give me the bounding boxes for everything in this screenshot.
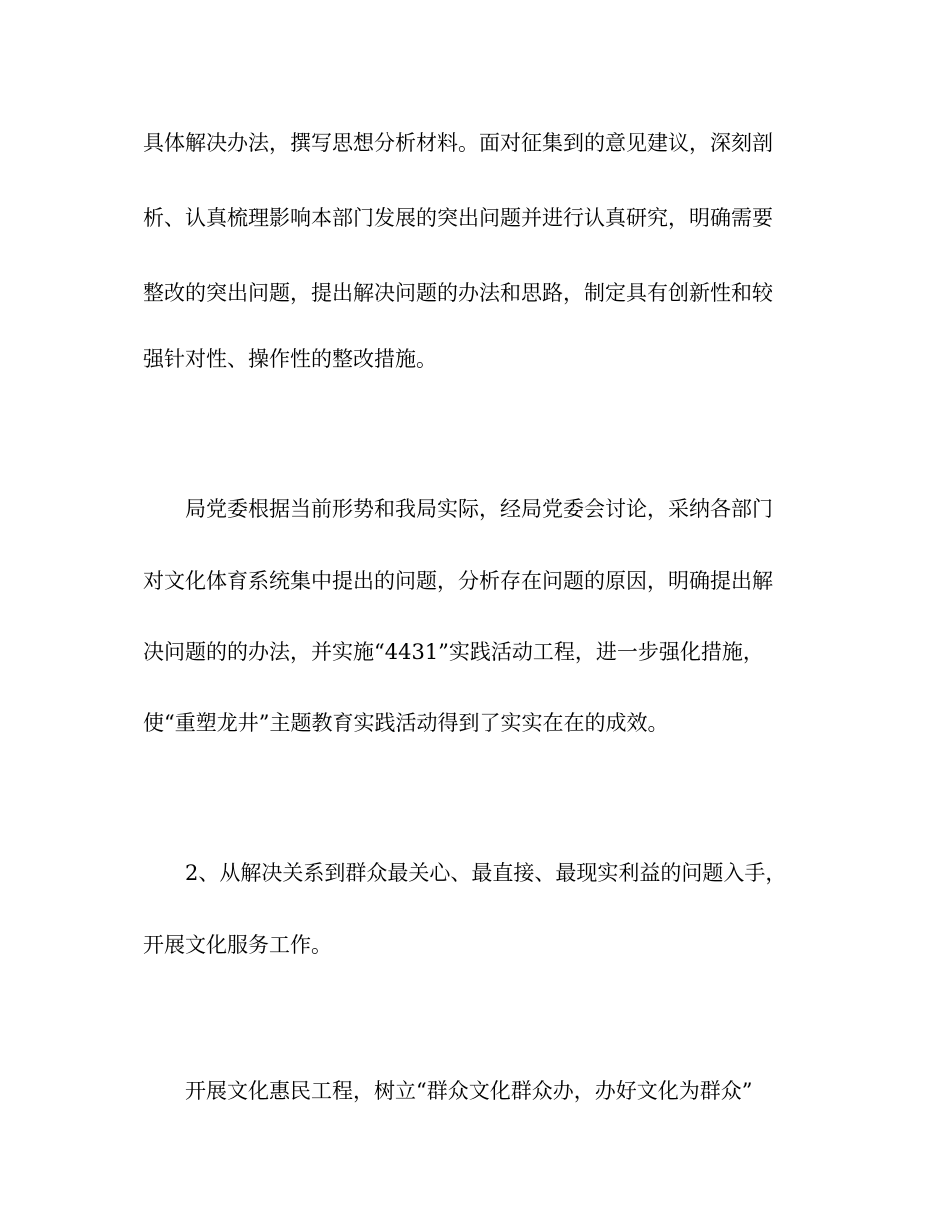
text-line: 决问题的的办法，并实施“4431”实践活动工程，进一步强化措施， (143, 640, 764, 664)
text-line: 2、从解决关系到群众最关心、最直接、最现实利益的问题入手， (185, 861, 787, 885)
text-line: 局党委根据当前形势和我局实际，经局党委会讨论，采纳各部门 (185, 497, 773, 521)
text-line: 整改的突出问题，提出解决问题的办法和思路，制定具有创新性和较 (143, 281, 773, 305)
text-line: 具体解决办法，撰写思想分析材料。面对征集到的意见建议，深刻剖 (143, 131, 773, 155)
text-line: 析、认真梳理影响本部门发展的突出问题并进行认真研究，明确需要 (143, 206, 773, 230)
text-line: 开展文化服务工作。 (143, 933, 332, 957)
text-line: 对文化体育系统集中提出的问题，分析存在问题的原因，明确提出解 (143, 569, 773, 593)
text-line: 强针对性、操作性的整改措施。 (143, 347, 437, 371)
text-line: 使“重塑龙井”主题教育实践活动得到了实实在在的成效。 (143, 711, 669, 735)
text-line: 开展文化惠民工程，树立“群众文化群众办，办好文化为群众” (185, 1079, 753, 1103)
